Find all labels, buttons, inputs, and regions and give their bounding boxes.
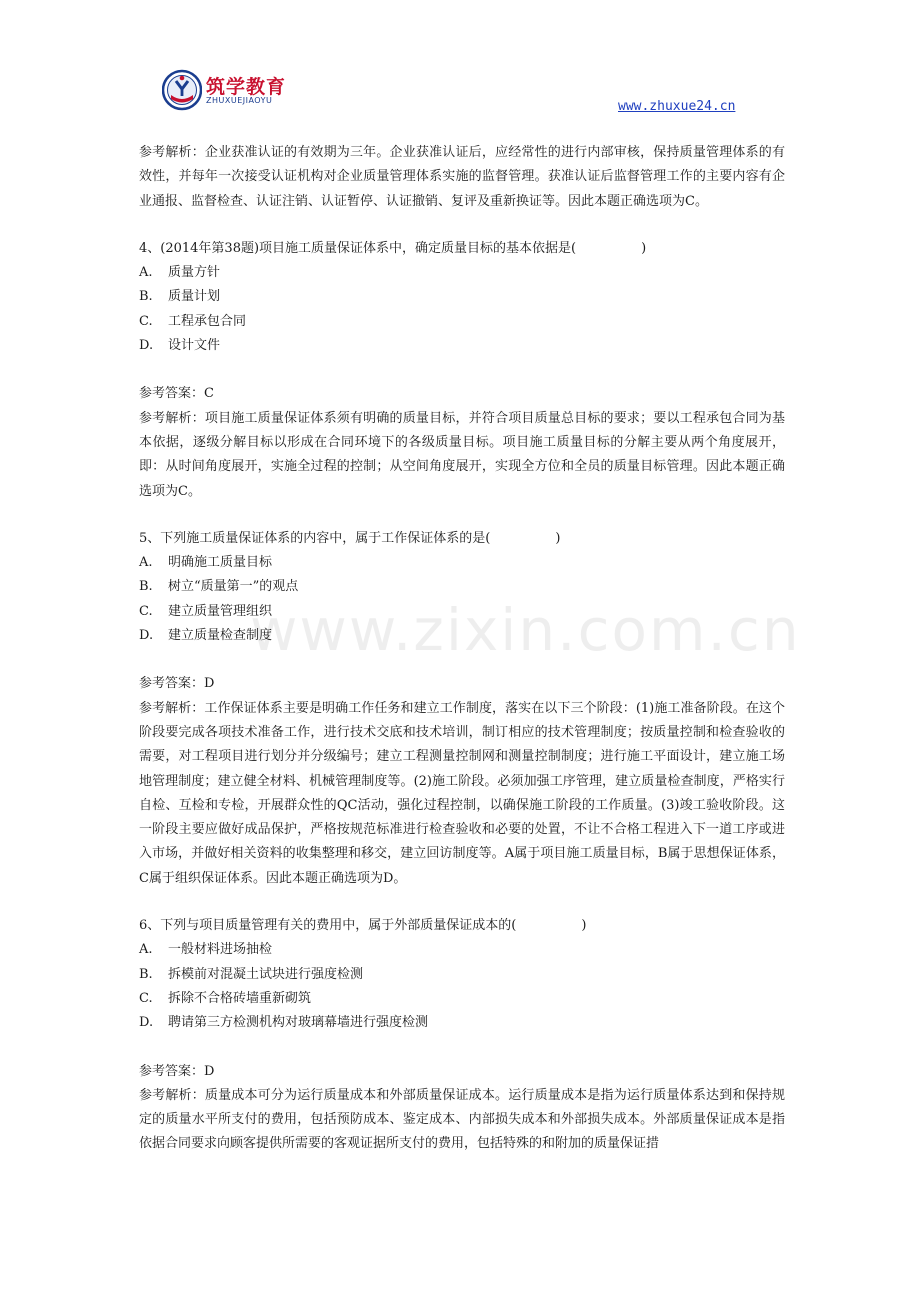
q5-option-a: A. 明确施工质量目标	[139, 555, 273, 571]
logo-english-name: ZHUXUEJIAOYU	[206, 96, 273, 105]
q5-option-d: D. 建立质量检查制度	[139, 628, 273, 644]
watermark: www.zixin.com.cn	[250, 596, 801, 664]
q4-answer: 参考答案：C	[139, 386, 214, 402]
q4-option-b: B. 质量计划	[139, 289, 221, 305]
company-logo	[162, 68, 302, 114]
logo-emblem-icon	[162, 68, 202, 114]
question-4: 4、(2014年第38题)项目施工质量保证体系中，确定质量目标的基本依据是( )	[139, 240, 647, 256]
q5-option-b: B. 树立“质量第一”的观点	[139, 579, 299, 595]
q5-answer: 参考答案：D	[139, 676, 215, 692]
previous-explanation: 参考解析：企业获准认证的有效期为三年。企业获准认证后，应经常性的进行内部审核，保持质量管理体系的有效性，并每年一次接受认证机构对企业质量管理体系实施的监督管理。获准认证后监督管理工作的主要内容有企业通报、监督检查、认证注销、认证暂停、认证撤销、复评及重新换证等。因此本题正确选项为C。	[139, 145, 785, 209]
q6-option-d: D. 聘请第三方检测机构对玻璃幕墙进行强度检测	[139, 1015, 429, 1031]
document-body	[139, 141, 785, 1157]
q6-answer: 参考答案：D	[139, 1063, 215, 1079]
q4-option-c: C. 工程承包合同	[139, 313, 247, 329]
q6-option-b: B. 拆模前对混凝土试块进行强度检测	[139, 966, 364, 982]
q6-option-c: C. 拆除不合格砖墙重新砌筑	[139, 990, 312, 1006]
question-5: 5、下列施工质量保证体系的内容中，属于工作保证体系的是( )	[139, 530, 561, 546]
q6-explanation: 参考解析：质量成本可分为运行质量成本和外部质量保证成本。运行质量成本是指为运行质量体系达到和保持规定的质量水平所支付的费用，包括预防成本、鉴定成本、内部损失成本和外部损失成本。外部质量保证成本是指依据合同要求向顾客提供所需要的客观证据所支付的费用，包括特殊的和附加的质量保证措	[139, 1087, 785, 1152]
page-header	[0, 0, 920, 120]
q4-explanation: 参考解析：项目施工质量保证体系须有明确的质量目标，并符合项目质量总目标的要求；要以工程承包合同为基本依据，逐级分解目标以形成在合同环境下的各级质量目标。项目施工质量目标的分解主要从两个角度展开，即：从时间角度展开，实施全过程的控制；从空间角度展开，实现全方位和全员的质量目标管理。因此本题正确选项为C。	[139, 410, 785, 499]
q6-option-a: A. 一般材料进场抽检	[139, 942, 273, 958]
q4-option-a: A. 质量方针	[139, 265, 221, 281]
q4-option-d: D. 设计文件	[139, 338, 221, 354]
website-link[interactable]: www.zhuxue24.cn	[618, 99, 736, 114]
q5-explanation: 参考解析：工作保证体系主要是明确工作任务和建立工作制度，落实在以下三个阶段：(1)施工准备阶段。在这个阶段要完成各项技术准备工作，进行技术交底和技术培训，制订相应的技术管理制度；按质量控制和检查验收的需要，对工程项目进行划分并分级编号；建立工程测量控制网和测量控制制度；进行施工平面设计，建立施工场地管理制度；建立健全材料、机械管理制度等。(2)施工阶段。必须加强工序管理，建立质量检查制度，严格实行自检、互检和专检，开展群众性的QC活动，强化过程控制，以确保施工阶段的工作质量。(3)竣工验收阶段。这一阶段主要应做好成品保护，严格按规范标准进行检查验收和必要的处置，不让不合格工程进入下一道工序或进入市场，并做好相关资料的收集整理和移交，建立回访制度等。A属于项目施工质量目标，B属于思想保证体系，C属于组织保证体系。因此本题正确选项为D。	[139, 700, 785, 886]
q5-option-c: C. 建立质量管理组织	[139, 603, 273, 619]
logo-chinese-name: 筑学教育	[206, 76, 287, 98]
question-6: 6、下列与项目质量管理有关的费用中，属于外部质量保证成本的( )	[139, 918, 587, 934]
